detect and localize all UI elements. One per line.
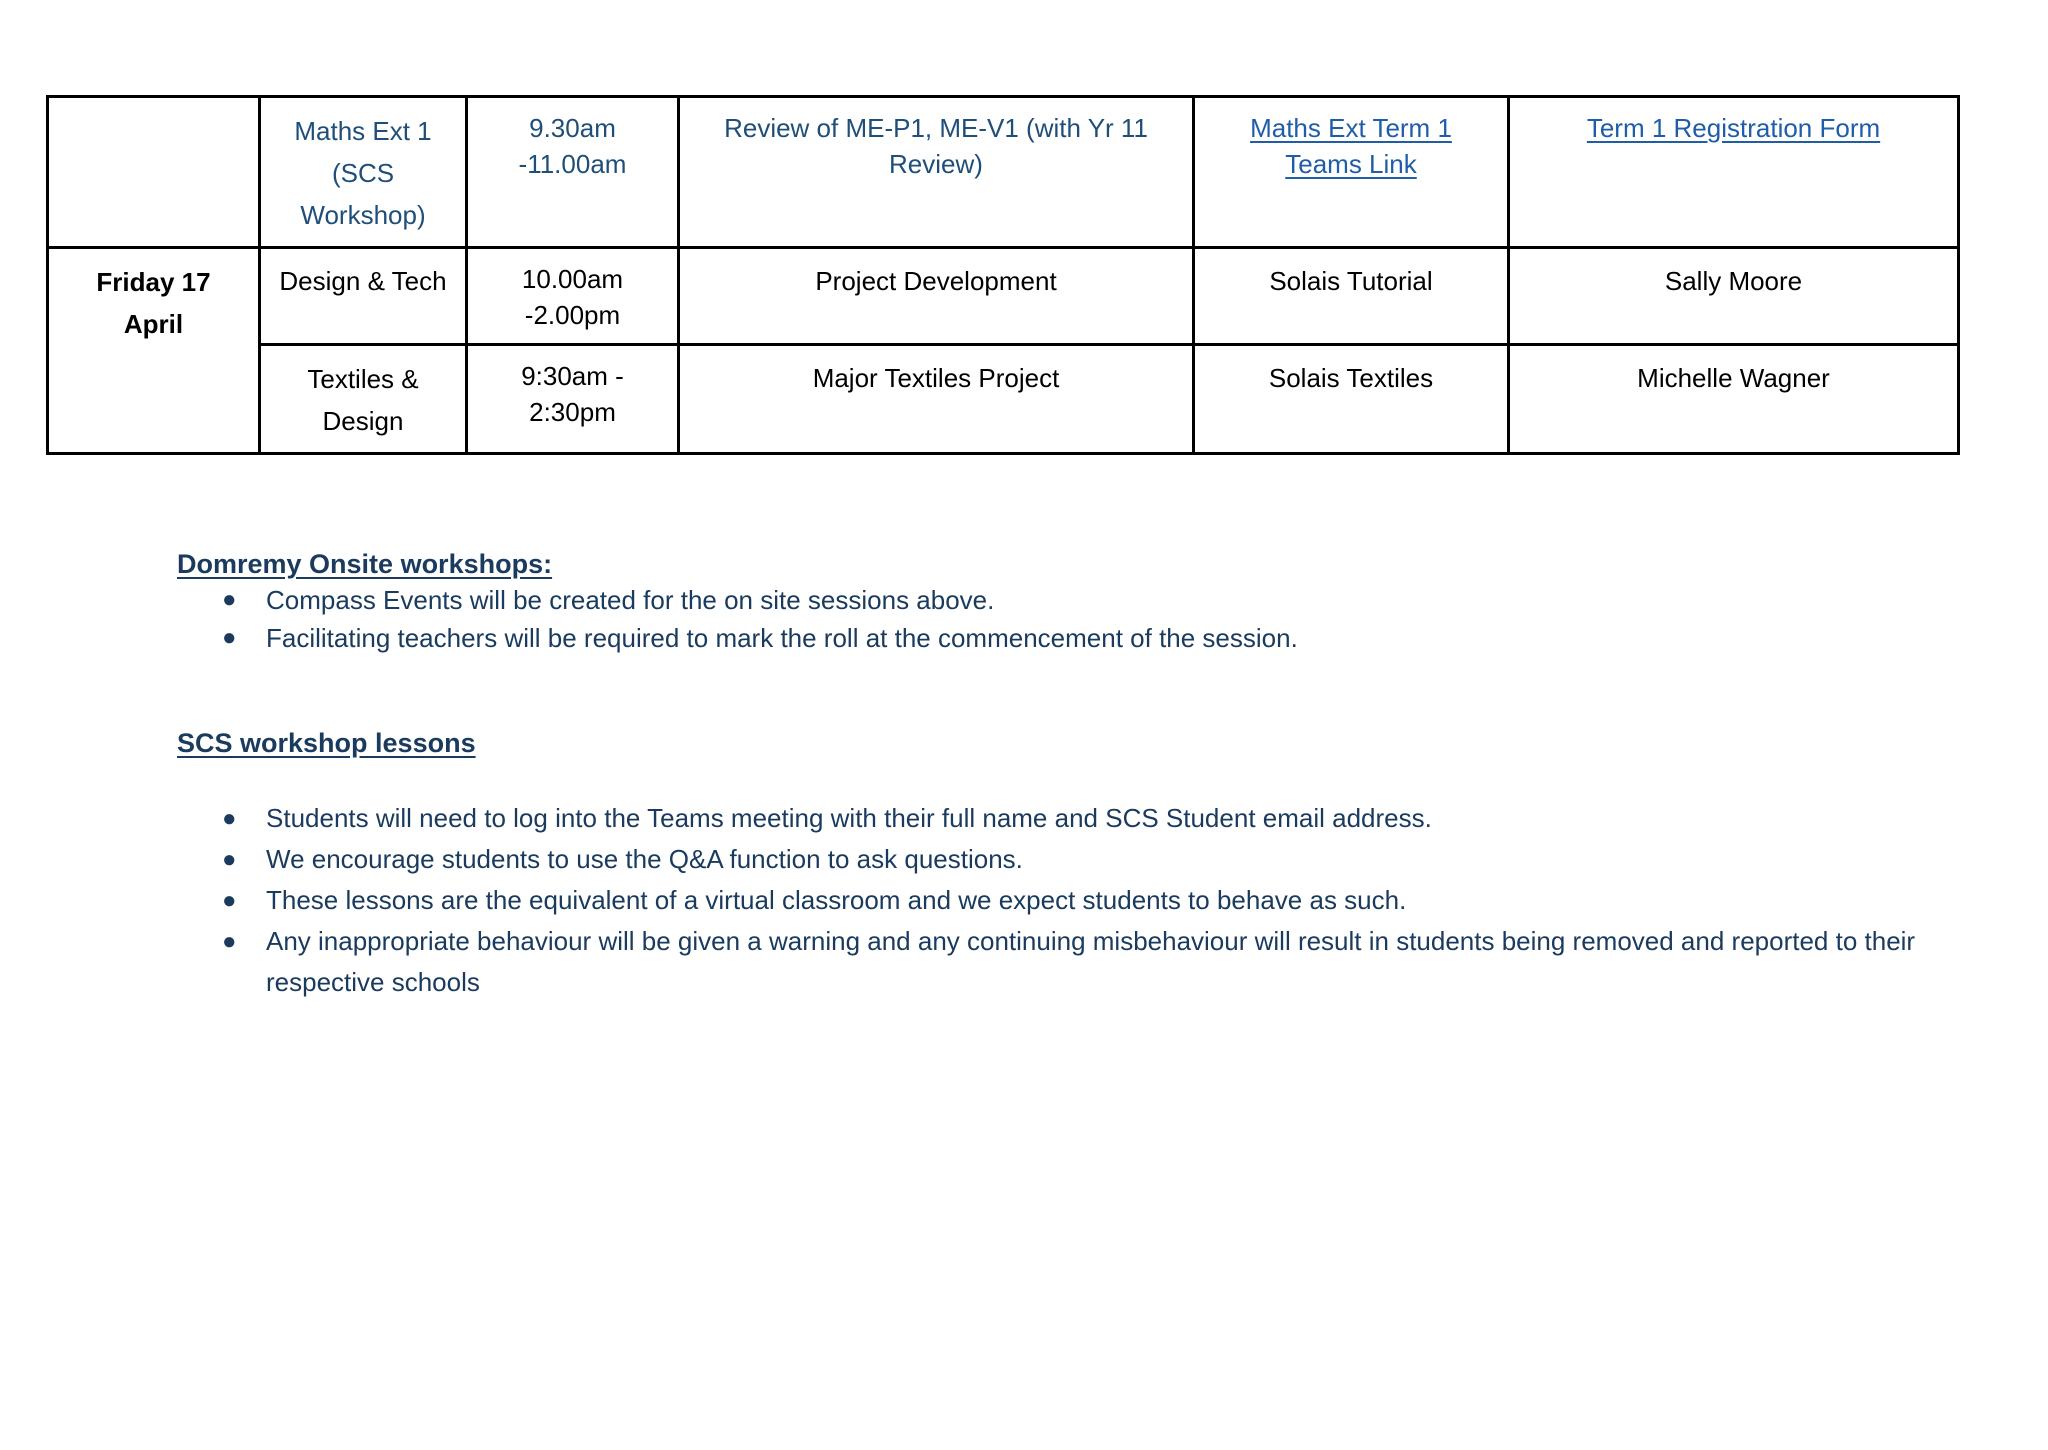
teams-link[interactable]	[1203, 146, 1499, 182]
topic-cell: Project Development	[679, 248, 1194, 345]
bullet-icon: ●	[222, 928, 237, 955]
teams-link-line[interactable]: Maths Ext Term 1	[1250, 113, 1452, 143]
bullet-icon: ●	[222, 586, 237, 613]
subject-line: Design	[322, 406, 404, 436]
topic-line: Review of ME-P1, ME-V1 (with Yr 11	[724, 113, 1148, 143]
day-cell	[48, 248, 260, 454]
location-cell	[1194, 97, 1509, 248]
list-item-text: Compass Events will be created for the on site sessions above.	[266, 585, 995, 615]
list-item	[177, 921, 1926, 1003]
onsite-workshops-list	[177, 581, 1926, 657]
contact-cell: Michelle Wagner	[1509, 345, 1959, 454]
list-item	[177, 880, 1926, 921]
schedule-table	[46, 95, 1960, 455]
list-item-text: Facilitating teachers will be required to mark the roll at the commencement of the session.	[266, 623, 1298, 653]
scs-workshop-list	[177, 798, 1926, 1003]
onsite-workshops-heading: Domremy Onsite workshops:	[177, 549, 553, 579]
table-row	[48, 248, 1959, 345]
subject-line: Textiles &	[307, 364, 419, 394]
location-cell: Solais Textiles	[1194, 345, 1509, 454]
time-line: 9:30am -	[521, 361, 624, 391]
time-line: 10.00am	[521, 264, 624, 294]
registration-form-link[interactable]: Term 1 Registration Form	[1586, 113, 1881, 143]
bullet-icon: ●	[222, 805, 237, 832]
onsite-workshops-section	[177, 547, 1926, 657]
day-line: April	[123, 309, 184, 339]
time-cell	[467, 97, 679, 248]
list-item-text: Students will need to log into the Teams meeting with their full name and SCS Student email address.	[266, 803, 1432, 833]
subject-cell: Design & Tech	[260, 248, 467, 345]
list-item-text: These lessons are the equivalent of a virtual classroom and we expect students to behave as such.	[266, 885, 1407, 915]
subject-cell	[260, 345, 467, 454]
list-item-text: We encourage students to use the Q&A function to ask questions.	[266, 844, 1023, 874]
list-item	[177, 581, 1926, 619]
topic-cell	[679, 97, 1194, 248]
location-cell: Solais Tutorial	[1194, 248, 1509, 345]
time-cell	[467, 248, 679, 345]
teams-link[interactable]	[1203, 110, 1499, 146]
contact-cell	[1509, 97, 1959, 248]
time-line: 2:30pm	[529, 397, 616, 427]
topic-cell: Major Textiles Project	[679, 345, 1194, 454]
subject-cell	[260, 97, 467, 248]
subject-line: Maths Ext 1	[294, 116, 432, 146]
list-item	[177, 798, 1926, 839]
scs-workshop-section	[177, 726, 1926, 1003]
time-line: -2.00pm	[524, 300, 621, 330]
scs-workshop-heading: SCS workshop lessons	[177, 728, 476, 758]
teams-link-line[interactable]: Teams Link	[1285, 149, 1417, 179]
contact-cell: Sally Moore	[1509, 248, 1959, 345]
table-row	[48, 345, 1959, 454]
time-line: 9.30am	[529, 113, 616, 143]
subject-line: Workshop)	[300, 200, 426, 230]
list-item	[177, 619, 1926, 657]
list-item	[177, 839, 1926, 880]
time-line: -11.00am	[518, 149, 627, 179]
bullet-icon: ●	[222, 846, 237, 873]
table-row	[48, 97, 1959, 248]
bullet-icon: ●	[222, 887, 237, 914]
list-item-text: Any inappropriate behaviour will be given a warning and any continuing misbehaviour will result in students being removed and reported to their respective schools	[266, 926, 1916, 997]
topic-line: Review)	[889, 149, 983, 179]
bullet-icon: ●	[222, 624, 237, 651]
day-cell	[48, 97, 260, 248]
day-line: Friday 17	[96, 267, 211, 297]
time-cell	[467, 345, 679, 454]
subject-line: (SCS	[331, 158, 395, 188]
